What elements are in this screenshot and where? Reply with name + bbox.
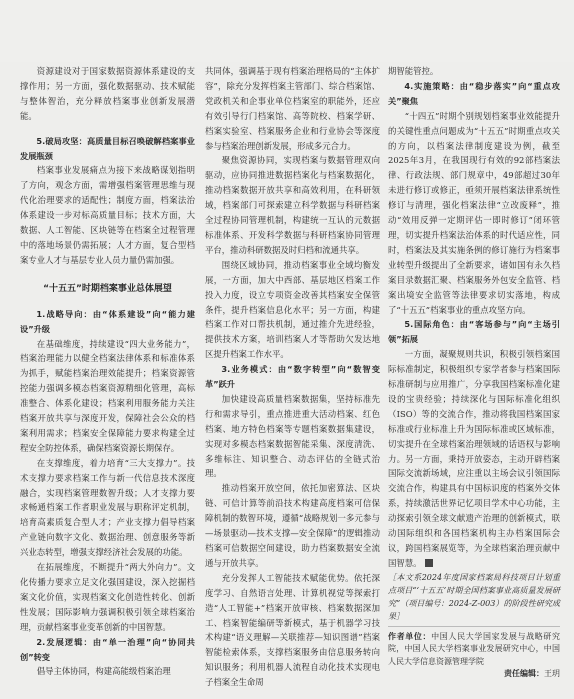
paragraph: 在拓展维度，不断提升“两大外向力”。文化传播力要求立足文化强国建设，深入挖掘档案文化价值，实现档案文化创造性转化、创新性发展；国际影响力强调积极引领全球档案治理，贡献档案事业变革创新的中国智慧。 <box>20 562 195 632</box>
section-heading: “十五五”时期档案事业总体展望 <box>43 283 172 294</box>
subheading: 5.国际角色：由“客场参与”向“主场引领”拓展 <box>388 319 560 345</box>
top-margin <box>0 0 574 62</box>
paragraph: 聚焦资源协同，实现档案与数据管理双向驱动，应协同推进数据档案化与档案数据化，推动档案数据开放共享和高效利用，在科研领域，档案部门可探索建立科学数据与科研档案全过程协同管理机制，构建统一互认的元数据标准体系、开发科学数据与科研档案协同管理平台，推动科研数据及时归档和流通共享。 <box>205 155 380 255</box>
paragraph: 推动档案开放空间，依托加密算法、区块链、可信计算等前沿技术构建高度档案可信保障机制的数智环境，遵循“战略规划一多元参与—场景驱动—技术支撑—安全保障”的逻辑推动档案可信数据空间建设，助力档案数据安全流通与开放共享。 <box>205 483 380 568</box>
divider <box>388 626 560 627</box>
paragraph: 充分发挥人工智能技术赋能优势。依托深度学习、自然语言处理、计算机视觉等探索打造“人工智能+”档案开放审核、档案数据深加工、档案智能编研等新模式，基于机器学习技术构建“语义理解—关联推荐—知识图谱”档案智能检索体系，支撑档案服务由信息服务转向知识服务；利用机器人流程自动化技术实现电子档案全生命周 <box>205 572 380 688</box>
paragraph: 共同体，强调基于现有档案治理格局的“主体扩容”，除充分发挥档案主管部门、综合档案馆、党政机关和企事业单位档案室的职能外，还应有效引导行门档案馆、高等院校、档案学研、档案实验室、档案服务企业和行业协会等深度参与档案治理创新发展，形成多元合力。 <box>205 66 380 151</box>
author-text: 中国人民大学国家发展与战略研究院，中国人民大学档案事业发展研究中心，中国人民大学信息资源管理学院 <box>388 631 561 666</box>
editor-line <box>388 668 560 681</box>
author-affiliation <box>388 631 560 669</box>
paragraph: 在支撑维度，着力培育“三大支撑力”。技术支撑力要求档案工作与新一代信息技术深度融合，实现档案管理数智升级；人才支撑力要求畅通档案工作者职业发展与职称评定机制，培育高素质复合型人才；产业支撑力倡导档案产业链向数字文化、数据治理、创意服务等新兴业态转型，增强支撑经济社会发展的功能。 <box>20 457 195 558</box>
subheading: 3.业务模式：由“数字转型”向“数智变革”跃升 <box>205 364 380 390</box>
paragraph: 围绕区域协同，推动档案事业全域均衡发展，一方面，加大中西部、基层地区档案工作投入力度，设立专项资金改善其档案安全保管条件，提升档案信息化水平；另一方面，构建档案工作对口帮扶机制，通过推介先进经验，提供技术方案，培训档案人才等帮助欠发达地区提升档案工作水平。 <box>205 259 380 360</box>
paragraph <box>388 347 560 571</box>
end-mark-icon <box>425 559 433 567</box>
column-left <box>20 64 195 679</box>
paragraph: 在基础维度，持续建设“四大业务能力”，档案治理能力以健全档案法律体系和标准体系为抓手，赋能档案治理效能提升；档案资源管控能力强调多模态档案资源精细化管理，高标准整合、体系化建设；档案利用服务能力关注档案开放共享与深度开发，保障社会公众的档案利用需求；档案安全保障能力要求构建全过程安全防控体系，确保档案资源长期保存。 <box>20 338 195 453</box>
column-right <box>388 64 560 681</box>
subheading: 2.发展逻辑：由“单一治理”向“协同共创”转变 <box>20 636 195 662</box>
column-middle <box>205 64 380 690</box>
author-label: 作者单位： <box>388 631 432 641</box>
paragraph: 加快建设高质量档案数据集，坚持标准先行和需求导引，重点推进重大活动档案、红色档案、地方特色档案等专题档案数据集建设，实现对多模态档案数据智能采集、深度清洗、多维标注、知识整合、动态评估的全链式治理。 <box>205 393 380 479</box>
paragraph: 期智能管控。 <box>388 66 439 76</box>
subheading: 4.实施策略：由“稳步落实”向“重点攻关”聚焦 <box>388 80 560 106</box>
editor-name: 王玥 <box>544 669 560 679</box>
paragraph-text: 一方面，凝聚规则共识，积极引领档案国际标准制定，积极组织专家学者参与档案国际标准研制与应用推广，分享我国档案标准化建设的宝贵经验；持续深化与国际标准化组织（ISO）等的交流合作，推动将我国档案国家标准或行业标准上升为国际标准或区域标准，切实提升在全球档案治理领域的话语权与影响力。另一方面，秉持开放姿态，主动开辟档案国际交流新场域，应注重以主场会议引领国际交流合作，构建具有中国标识度的档案外交体系，持续激活世界记忆项目学术中心功能，主动探索引领全球文献遗产治理的创新模式，联动国际组织和各国档案机构主办档案国际会议，跨国档案展览等，为全球档案治理贡献中国智慧。 <box>388 349 560 568</box>
subheading: 5.破局攻坚：高质量目标召唤破解档案事业发展瓶颈 <box>20 135 195 161</box>
editor-label: 责任编辑： <box>504 669 544 679</box>
funding-note: ［本文系2024年度国家档案局科技项目计划重点项目“‘十五五’时期全国档案事业高质量发展研究”（项目编号：2024-Z-003）的阶段性研究成果］ <box>388 572 560 621</box>
paragraph: “十四五”时期个别规划档案事业效能提升的关键性重点问题成为“十五五”时期重点攻关的方向，以档案法律制度建设为例，截至2025年3月，在我国现行有效的92部档案法律、行政法规、部门规章中，49部超过30年未进行修订或修正，亟须开展档案法律系统性修订与清理，强化档案法律“立改废释”，推动“效用反弹一定期评估一即时修订”闭环管理，切实提升档案法治体系的时代适应性，同时，档案法及其实施条例的修订施行为档案事业转型升级提出了全新要求，诸如国有永久档案目录数据汇聚、档案服务外包安全监管、档案出境安全监管等法律要求切实落地，构成了“十五五”档案事业的重点攻坚方向。 <box>388 110 560 315</box>
subheading: 1.战略导向：由“体系建设”向“能力建设”升级 <box>20 308 195 334</box>
paragraph: 资源建设对于国家数据资源体系建设的支撑作用；另一方面，强化数据驱动、技术赋能与整体智治，充分释放档案事业创新发展潜能。 <box>20 66 195 121</box>
paragraph: 倡导主体协同，构建高能级档案治理 <box>36 666 171 677</box>
paragraph: 档案事业发展痛点为接下来战略谋划指明了方向，观念方面，需增强档案管理思维与现代化治理要求的适配性；制度方面，档案法治体系建设一步对标高质量目标；技术方面，大数据、人工智能、区块链等在档案全过程管理中的落地场景仍需拓展；人才方面，复合型档案专业人才与基层专业人员力量仍需加强。 <box>20 165 195 265</box>
